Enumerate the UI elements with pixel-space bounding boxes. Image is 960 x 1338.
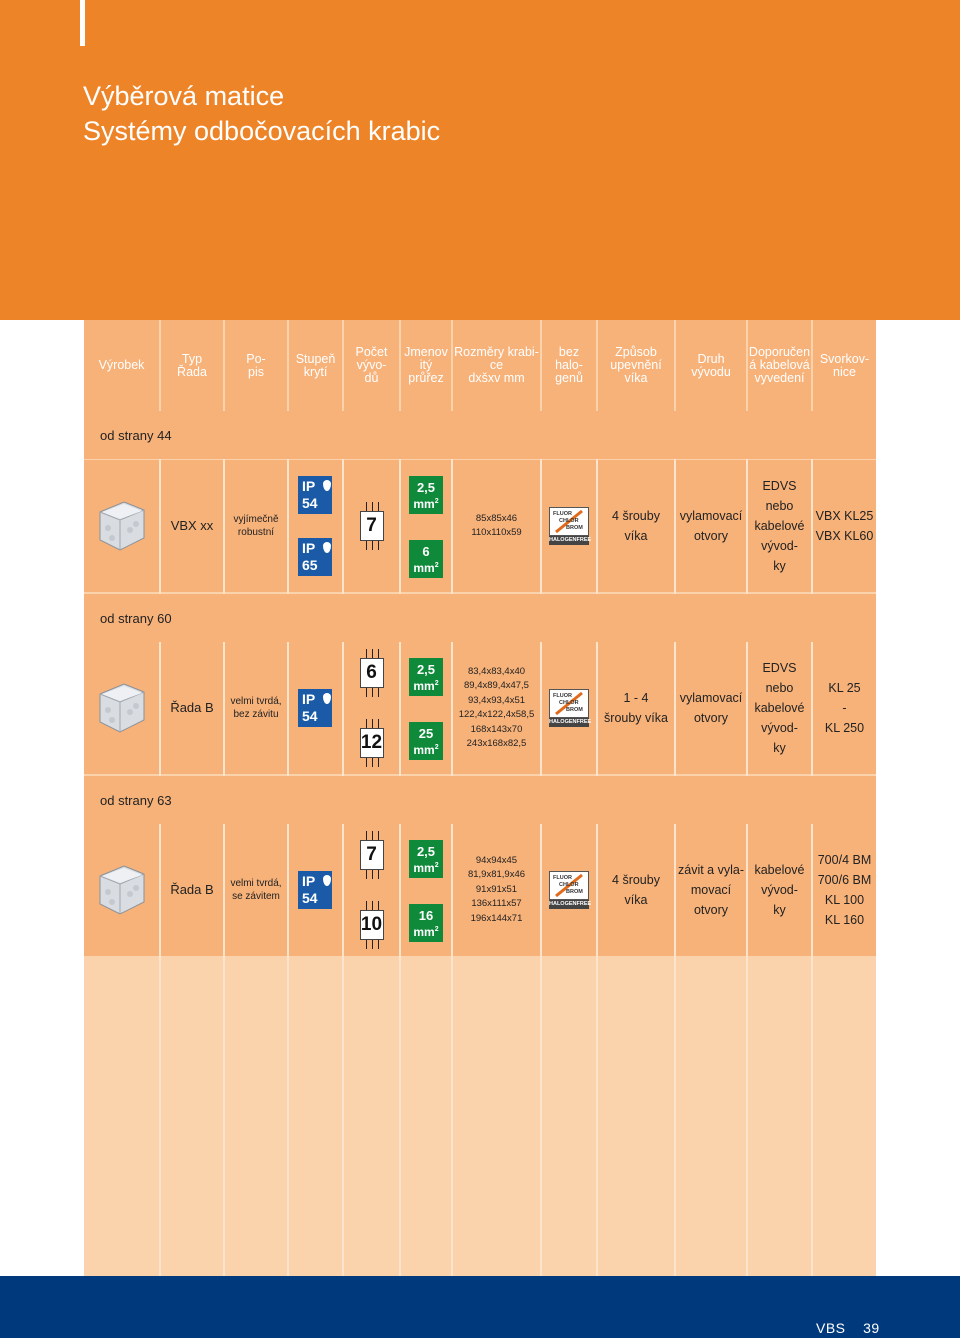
row-divider — [287, 824, 289, 956]
text-line: otvory — [693, 529, 729, 543]
wire-tick — [372, 831, 374, 840]
text-line: otvory — [693, 711, 729, 725]
wire-tick — [378, 940, 380, 949]
halogen-element: BROM — [566, 525, 583, 531]
header-label — [404, 346, 448, 385]
unit-text: mm — [413, 860, 435, 875]
entry-type — [676, 460, 746, 592]
wire-tick — [372, 541, 374, 550]
header-label — [749, 346, 810, 385]
wire-tick — [378, 719, 380, 728]
header-popis — [225, 320, 287, 411]
ip-value: 54 — [302, 495, 318, 511]
text-line: Řada — [177, 364, 207, 379]
text-line: upevnění — [610, 358, 662, 372]
halogen-element: CHLOR — [559, 700, 579, 706]
row-divider — [540, 642, 542, 774]
text-line: 4 šrouby — [612, 873, 660, 887]
wire-tick — [372, 870, 374, 879]
text-line: Řada B — [170, 882, 214, 897]
text-line: závit a vyla- — [678, 863, 744, 877]
lid-fixing — [598, 642, 674, 774]
text-line: ce — [489, 358, 504, 372]
wire-tick — [378, 758, 380, 767]
halogen-free-icon — [549, 507, 592, 545]
terminal-text — [816, 506, 874, 546]
entry-type — [676, 642, 746, 774]
header-label — [555, 346, 583, 385]
wire-tick — [366, 758, 368, 767]
type-text — [170, 880, 213, 900]
text-line: Stupeň — [295, 351, 336, 366]
recommended-cable-entry — [748, 460, 811, 592]
ip-label: IP — [302, 540, 316, 556]
text-line: 196x144x71 — [470, 912, 523, 924]
text-line: 83,4x83,4x40 — [467, 665, 526, 677]
page-title: Výběrová matice — [83, 81, 285, 111]
header-divider — [540, 320, 542, 411]
dimensions-text — [459, 665, 535, 752]
text-line: Rozměry krabi- — [454, 345, 539, 359]
footer-text — [816, 1320, 880, 1336]
box-dimensions — [453, 824, 540, 956]
text-line: Svorkov- — [819, 351, 870, 366]
text-line: vývo- — [356, 358, 387, 372]
text-line: 700/6 BM — [817, 873, 872, 887]
product-description — [225, 460, 287, 592]
text-line: krytí — [303, 364, 328, 379]
header-label — [454, 346, 539, 385]
text-line: 81,9x81,9x46 — [467, 869, 526, 881]
halogen-element: FLUOR — [553, 875, 572, 881]
text-line: 122,4x122,4x58,5 — [458, 709, 535, 720]
wire-tick — [378, 688, 380, 697]
text-line: KL 25 — [828, 681, 861, 695]
entry-count-box: 12 — [360, 728, 384, 758]
header-druh — [676, 320, 746, 411]
text-line: šrouby víka — [604, 711, 668, 725]
header-divider — [399, 320, 401, 411]
text-line: KL 100 — [824, 893, 865, 907]
text-line: dů — [364, 371, 379, 385]
text-line: á kabelová — [749, 358, 810, 372]
text-line: se závitem — [232, 891, 280, 902]
entry-text — [678, 860, 744, 920]
wire-tick — [372, 901, 374, 910]
wire-tick — [378, 831, 380, 840]
text-line: 168x143x70 — [470, 723, 523, 735]
text-line: Typ — [181, 351, 203, 366]
entry-text — [680, 688, 743, 728]
row-divider — [399, 460, 401, 592]
text-line: bez — [558, 345, 580, 359]
wire-tick — [372, 688, 374, 697]
cross-section-value: 2,5 — [416, 479, 436, 495]
header-divider — [159, 320, 161, 411]
text-line: Počet — [355, 345, 388, 359]
text-line: bez závitu — [233, 709, 279, 720]
header-label — [177, 353, 207, 379]
ip-value: 54 — [302, 708, 318, 724]
text-line: Druh — [697, 351, 725, 366]
text-line: kabelové — [754, 519, 805, 533]
cross-section-badge — [409, 658, 443, 696]
text-line: vylamovací — [679, 691, 743, 705]
text-line: pis — [248, 364, 264, 379]
wire-tick — [372, 649, 374, 658]
header-divider — [746, 320, 748, 411]
junction-box-image — [96, 680, 148, 736]
text-line: Jmenov — [404, 345, 448, 359]
halogen-cross-panel — [549, 507, 589, 536]
unit-text: mm — [413, 496, 435, 511]
section-header — [84, 411, 876, 459]
header-stupen — [289, 320, 342, 411]
wire-tick — [366, 901, 368, 910]
text-line: Po- — [246, 351, 266, 366]
cable-text — [754, 658, 804, 758]
halogen-label: HALOGENFREE — [549, 537, 592, 543]
header-divider — [223, 320, 225, 411]
terminal-block — [813, 460, 876, 592]
cross-section-badge — [409, 476, 443, 514]
text-line: VBX KL60 — [815, 529, 874, 543]
cable-text — [754, 476, 804, 576]
text-line: KL 160 — [824, 913, 865, 927]
section-label: od strany 44 — [100, 427, 172, 443]
recommended-cable-entry — [748, 824, 811, 956]
header-label — [356, 346, 388, 385]
ip-value: 65 — [302, 557, 318, 573]
wire-tick — [366, 719, 368, 728]
cross-section-badge — [409, 904, 443, 942]
wire-tick — [366, 541, 368, 550]
halogen-label: HALOGENFREE — [549, 901, 592, 907]
text-line: vylamovací — [679, 509, 743, 523]
row-divider — [540, 824, 542, 956]
terminal-text — [825, 678, 864, 738]
terminal-text — [818, 850, 872, 930]
text-line: 89,4x89,4x47,5 — [464, 680, 529, 691]
text-line: víka — [624, 529, 648, 543]
wire-tick — [366, 870, 368, 879]
box-dimensions — [453, 460, 540, 592]
header-doporucene — [748, 320, 811, 411]
entry-count-box: 7 — [360, 511, 384, 541]
ip-rating-badge — [298, 476, 332, 514]
text-line: 85x85x46 — [475, 512, 518, 524]
text-line: nice — [833, 364, 856, 379]
text-line: EDVS — [762, 479, 797, 493]
halogen-label: HALOGENFREE — [549, 719, 592, 725]
text-line: 93,4x93,4x51 — [467, 694, 526, 706]
text-line: velmi tvrdá, — [230, 696, 282, 707]
halogen-cross-panel — [549, 689, 589, 718]
header-divider — [596, 320, 598, 411]
cross-section-unit: $mm^2$ — [413, 560, 439, 575]
text-line: velmi tvrdá, — [230, 878, 282, 889]
unit-text: mm — [413, 678, 435, 693]
water-drop-icon — [323, 875, 331, 886]
section-label: od strany 63 — [100, 792, 172, 808]
text-line: movací — [690, 883, 732, 897]
text-line: ky — [773, 559, 786, 573]
cross-section-unit: $mm^2$ — [413, 678, 439, 693]
section-header — [84, 594, 876, 642]
header-svorkovnice — [813, 320, 876, 411]
fixing-text — [612, 506, 660, 546]
cross-section-badge — [409, 540, 443, 578]
box-dimensions — [453, 642, 540, 774]
row-divider — [399, 642, 401, 774]
cross-section-value: 25 — [418, 725, 434, 741]
terminal-block — [813, 824, 876, 956]
text-line: vývod- — [761, 721, 798, 735]
fixing-text — [612, 870, 660, 910]
wire-tick — [366, 688, 368, 697]
wire-tick — [378, 502, 380, 511]
text-line: 110x110x59 — [471, 527, 522, 538]
product-type — [161, 824, 223, 956]
ip-rating-badge — [298, 871, 332, 909]
text-line: - — [842, 701, 847, 715]
header-divider — [674, 320, 676, 411]
section-header — [84, 776, 876, 824]
text-line: vyjímečně — [233, 514, 279, 525]
halogen-free-icon — [549, 689, 592, 727]
header-halogen — [542, 320, 596, 411]
cross-section-unit: $mm^2$ — [413, 742, 439, 757]
wire-tick — [366, 502, 368, 511]
type-text — [170, 698, 213, 718]
header-zpusob — [598, 320, 674, 411]
wire-tick — [378, 870, 380, 879]
header-divider — [811, 320, 813, 411]
footer-page-number: 39 — [863, 1320, 880, 1336]
product-description — [225, 642, 287, 774]
cross-section-value: 2,5 — [416, 843, 436, 859]
text-line: 243x168x82,5 — [466, 738, 527, 749]
halogen-element: CHLOR — [559, 518, 579, 524]
water-drop-icon — [323, 693, 331, 704]
dimensions-text — [471, 512, 521, 541]
cross-section-badge — [409, 722, 443, 760]
ip-value: 54 — [302, 890, 318, 906]
lid-fixing — [598, 460, 674, 592]
product-description — [225, 824, 287, 956]
ip-label: IP — [302, 873, 316, 889]
wire-tick — [378, 541, 380, 550]
cross-section-value: 2,5 — [416, 661, 436, 677]
unit-text: mm — [413, 560, 435, 575]
row-divider — [399, 824, 401, 956]
header-accent-bar — [80, 0, 85, 46]
row-divider — [287, 642, 289, 774]
junction-box-image — [96, 862, 148, 918]
footer-brand: VBS — [816, 1320, 846, 1336]
fixing-text — [604, 688, 668, 728]
text-line: víka — [624, 371, 648, 385]
text-line: VBX KL25 — [815, 509, 874, 523]
text-line: halo- — [555, 358, 583, 372]
text-line: průřez — [408, 371, 444, 385]
text-line: 4 šrouby — [612, 509, 660, 523]
entry-count-box: 6 — [360, 658, 384, 688]
header-rozmery — [453, 320, 540, 411]
section-label: od strany 60 — [100, 610, 172, 626]
text-line: 1 - 4 — [623, 691, 649, 705]
halogen-element: BROM — [566, 889, 583, 895]
text-line: kabelové — [754, 701, 805, 715]
text-line: Doporučen — [748, 345, 811, 359]
halogen-element: BROM — [566, 707, 583, 713]
terminal-block — [813, 642, 876, 774]
entry-text — [680, 506, 743, 546]
header-label — [691, 353, 731, 379]
header-label — [99, 359, 145, 372]
cross-section-value: 16 — [418, 907, 434, 923]
header-label — [610, 346, 661, 385]
halogen-element: FLUOR — [553, 693, 572, 699]
row-divider — [342, 460, 344, 592]
cable-text — [754, 860, 804, 920]
page-header — [0, 0, 960, 320]
selection-matrix-table — [84, 320, 876, 1276]
halogen-cross-panel — [549, 871, 589, 900]
junction-box-image — [96, 498, 148, 554]
entry-count-box: 7 — [360, 840, 384, 870]
wire-tick — [372, 502, 374, 511]
ip-label: IP — [302, 478, 316, 494]
description-text — [230, 877, 281, 903]
row-divider — [287, 460, 289, 592]
wire-tick — [366, 831, 368, 840]
text-line: 91x91x51 — [475, 883, 518, 895]
wire-tick — [372, 719, 374, 728]
description-text — [233, 513, 278, 539]
cross-section-unit: $mm^2$ — [413, 924, 439, 939]
halogen-free-icon — [549, 871, 592, 909]
text-line: vývod- — [761, 883, 798, 897]
row-divider — [342, 824, 344, 956]
text-line: itý — [419, 358, 433, 372]
description-text — [230, 695, 281, 721]
text-line: ky — [773, 741, 786, 755]
lid-fixing — [598, 824, 674, 956]
text-line: genů — [555, 371, 583, 385]
header-typ — [161, 320, 223, 411]
text-line: vývodu — [691, 364, 731, 379]
page-subtitle: Systémy odbočovacích krabic — [83, 116, 441, 146]
text-line: ky — [773, 903, 786, 917]
wire-tick — [366, 649, 368, 658]
dimensions-text — [468, 854, 525, 927]
text-line: 94x94x45 — [475, 854, 518, 866]
cross-section-value: 6 — [422, 543, 430, 559]
header-label — [246, 353, 265, 379]
row-divider — [342, 642, 344, 774]
header-vyrobek — [84, 320, 159, 411]
header-pocet — [344, 320, 399, 411]
header-divider — [342, 320, 344, 411]
water-drop-icon — [323, 480, 331, 491]
text-line: Řada B — [170, 700, 214, 715]
text-line: kabelové — [754, 863, 805, 877]
halogen-element: CHLOR — [559, 882, 579, 888]
row-divider — [540, 460, 542, 592]
text-line: vyvedení — [754, 371, 805, 385]
wire-tick — [378, 901, 380, 910]
header-label — [820, 353, 869, 379]
header-prurez — [401, 320, 451, 411]
entry-type — [676, 824, 746, 956]
text-line: otvory — [693, 903, 729, 917]
text-line: Výrobek — [98, 358, 145, 372]
text-line: nebo — [765, 681, 794, 695]
halogen-element: FLUOR — [553, 511, 572, 517]
wire-tick — [372, 758, 374, 767]
cross-section-unit: $mm^2$ — [413, 496, 439, 511]
unit-text: mm — [413, 924, 435, 939]
water-drop-icon — [323, 542, 331, 553]
product-type — [161, 460, 223, 592]
text-line: víka — [624, 893, 648, 907]
text-line: KL 250 — [824, 721, 865, 735]
ip-label: IP — [302, 691, 316, 707]
header-divider — [451, 320, 453, 411]
product-type — [161, 642, 223, 774]
recommended-cable-entry — [748, 642, 811, 774]
text-line: dxšxv mm — [468, 371, 525, 385]
text-line: vývod- — [761, 539, 798, 553]
wire-tick — [378, 649, 380, 658]
wire-tick — [366, 940, 368, 949]
unit-text: mm — [413, 742, 435, 757]
entry-count-box: 10 — [360, 910, 384, 940]
ip-rating-badge — [298, 538, 332, 576]
text-line: Způsob — [615, 345, 657, 359]
text-line: EDVS — [762, 661, 797, 675]
text-line: nebo — [765, 499, 794, 513]
text-line: robustní — [237, 527, 275, 538]
cross-section-unit: $mm^2$ — [413, 860, 439, 875]
type-text — [171, 516, 214, 536]
ip-rating-badge — [298, 689, 332, 727]
text-line: 136x111x57 — [471, 898, 522, 910]
header-label — [296, 353, 336, 379]
text-line: 700/4 BM — [817, 853, 872, 867]
cross-section-badge — [409, 840, 443, 878]
wire-tick — [372, 940, 374, 949]
header-divider — [287, 320, 289, 411]
text-line: VBX xx — [170, 518, 214, 533]
